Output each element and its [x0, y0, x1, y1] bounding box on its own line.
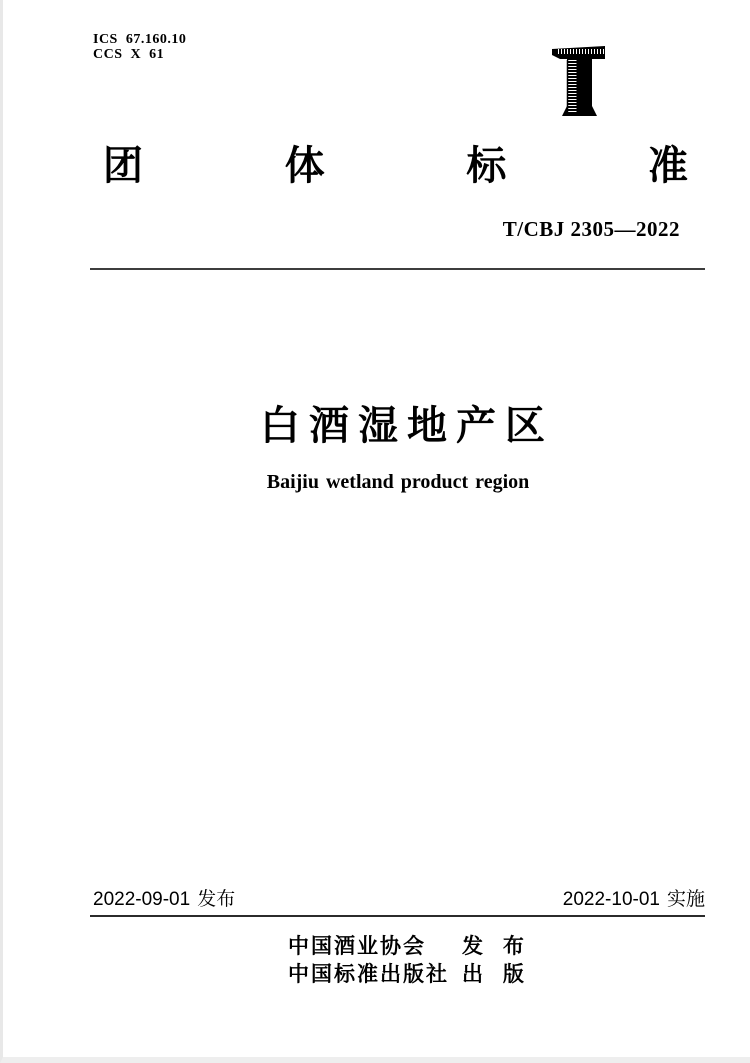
standard-type-heading: [103, 146, 688, 186]
t-ruler-logo-icon: [552, 46, 605, 117]
press-name: 中国标准出版社: [288, 963, 449, 986]
release-date-row: [93, 890, 235, 909]
ccs-code: CCS X 61: [93, 47, 165, 62]
t-logo-graphic: [552, 46, 605, 117]
standard-type-char: 准: [647, 144, 688, 188]
implement-date-row: [563, 890, 705, 909]
header-divider-rule: [90, 268, 705, 270]
standard-type-char: 体: [284, 144, 325, 188]
implement-label: 实施: [666, 889, 705, 910]
publisher-action: 发 布: [462, 935, 531, 958]
standard-type-char: 标: [466, 144, 507, 188]
standard-number: T/CBJ 2305—2022: [502, 217, 680, 241]
press-action: 出 版: [462, 963, 531, 986]
document-title-cn: 白酒湿地产区: [260, 404, 554, 448]
release-label: 发布: [197, 889, 236, 910]
implement-date: 2022-10-01: [562, 889, 660, 910]
publisher-name: 中国酒业协会: [288, 935, 426, 958]
ics-code: ICS 67.160.10: [93, 32, 187, 47]
release-date: 2022-09-01: [93, 889, 191, 910]
document-title-en: Baijiu wetland product region: [266, 471, 530, 493]
standard-type-char: 团: [103, 144, 143, 188]
footer-divider-rule: [90, 915, 705, 917]
